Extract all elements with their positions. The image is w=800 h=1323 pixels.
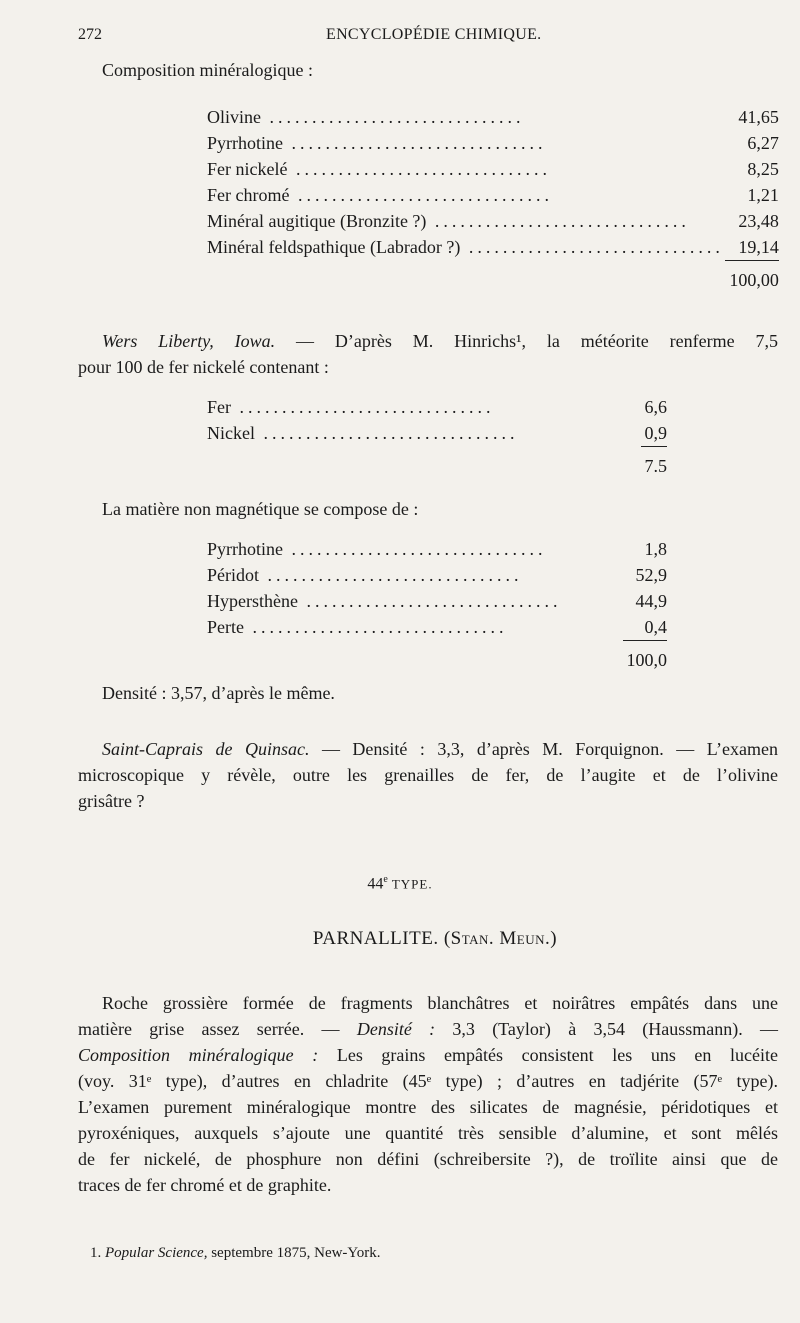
table-total-row <box>207 640 667 679</box>
parnallite-paragraph <box>78 990 778 1198</box>
composition-label: Composition minéralogique : <box>78 1045 319 1065</box>
leader-dots: .............................. <box>261 107 525 127</box>
nonmagnetic-table <box>207 536 667 679</box>
table-row <box>207 182 779 208</box>
table-row <box>207 104 779 130</box>
nonmagnetic-heading: La matière non magnétique se compose de : <box>102 499 419 519</box>
type-number-suffix: e <box>383 874 388 885</box>
row-value: 6,6 <box>644 397 667 417</box>
text-line: microscopique y révèle, outre les grenailles de fer, de l’augite et de l’olivine <box>78 765 778 785</box>
leader-dots: .............................. <box>283 539 547 559</box>
row-value: 0,9 <box>644 423 667 443</box>
table-total-row <box>207 260 779 299</box>
row-value: 0,4 <box>644 617 667 637</box>
text-run: matière grise assez serrée. — <box>78 1019 340 1039</box>
table-row <box>207 536 667 562</box>
footnote-source: Popular Science, <box>105 1245 208 1261</box>
text-line: pour 100 de fer nickelé contenant : <box>78 357 329 377</box>
footnote-marker: 1. <box>90 1245 102 1261</box>
leader-dots: .............................. <box>283 133 547 153</box>
row-label: Pyrrhotine <box>207 539 283 559</box>
iron-table <box>207 394 667 485</box>
type-word: TYPE. <box>391 876 433 892</box>
mineral-author: (Stan. Meun.) <box>443 928 558 949</box>
text-run: — D’après M. Hinrichs¹, la météorite renferme 7,5 <box>296 331 778 351</box>
text-line <box>78 328 778 354</box>
row-label: Fer nickelé <box>207 159 288 179</box>
text-run: — Densité : 3,3, d’après M. Forquignon. — L’examen <box>321 739 779 759</box>
text-line: (voy. 31ᵉ type), d’autres en chladrite (45ᵉ type) ; d’autres en tadjérite (57ᵉ type). <box>78 1071 778 1091</box>
leader-dots: .............................. <box>259 565 523 585</box>
leader-dots: .............................. <box>254 423 519 443</box>
table-row <box>207 394 667 420</box>
table-total: 7.5 <box>641 446 668 485</box>
text-run: 3,3 (Taylor) à 3,54 (Haussmann). — <box>452 1019 779 1039</box>
text-line <box>78 1042 778 1068</box>
row-value: 52,9 <box>635 565 667 585</box>
table-row <box>207 156 779 182</box>
table-row <box>207 562 667 588</box>
leader-dots: .............................. <box>460 237 724 257</box>
table-total: 100,00 <box>725 260 779 299</box>
place-name: Wers Liberty, Iowa. <box>102 331 276 351</box>
leader-dots: .............................. <box>297 591 562 611</box>
running-head <box>78 26 778 50</box>
text-line: grisâtre ? <box>78 791 145 811</box>
saint-caprais-paragraph <box>78 736 778 814</box>
table-row <box>207 614 667 640</box>
row-value: 1,21 <box>747 185 779 205</box>
row-value: 41,65 <box>738 107 779 127</box>
leader-dots: .............................. <box>287 159 551 179</box>
text-line <box>78 736 778 762</box>
row-label: Pyrrhotine <box>207 133 283 153</box>
text-line: de fer nickelé, de phosphure non défini (schreibersite ?), de troïlite ainsi que de <box>78 1149 778 1169</box>
row-label: Olivine <box>207 107 261 127</box>
mineral-name: PARNALLITE. <box>312 928 439 949</box>
row-label: Péridot <box>207 565 259 585</box>
text-line: pyroxéniques, auxquels s’ajoute une quantité très sensible d’alumine, et sont mêlés <box>78 1123 778 1143</box>
text-line: Roche grossière formée de fragments blanchâtres et noirâtres empâtés dans une <box>102 993 778 1013</box>
wers-liberty-paragraph <box>78 328 778 380</box>
row-value: 1,8 <box>644 539 667 559</box>
composition-heading: Composition minéralogique : <box>102 60 313 80</box>
footnote <box>90 1245 381 1262</box>
journal-title: ENCYCLOPÉDIE CHIMIQUE. <box>326 26 542 43</box>
leader-dots: .............................. <box>289 185 553 205</box>
table-row <box>207 234 779 260</box>
text-line: traces de fer chromé et de graphite. <box>78 1175 332 1195</box>
leader-dots: .............................. <box>426 211 690 231</box>
row-label: Minéral feldspathique (Labrador ?) <box>207 237 461 257</box>
density-label: Densité : <box>356 1019 436 1039</box>
table-row <box>207 208 779 234</box>
text-line <box>78 1016 778 1042</box>
density-line: Densité : 3,57, d’après le même. <box>102 683 335 703</box>
leader-dots: .............................. <box>243 617 508 637</box>
table-total: 100,0 <box>623 640 668 679</box>
row-value: 44,9 <box>635 591 667 611</box>
composition-table <box>207 104 779 299</box>
row-label: Fer <box>207 397 231 417</box>
text-run: Les grains empâtés consistent les uns en lucéite <box>336 1045 778 1065</box>
row-label: Minéral augitique (Bronzite ?) <box>207 211 427 231</box>
table-total-row <box>207 446 667 485</box>
row-value: 23,48 <box>738 211 779 231</box>
row-label: Fer chromé <box>207 185 290 205</box>
footnote-text: septembre 1875, New-York. <box>211 1245 381 1261</box>
table-row <box>207 588 667 614</box>
table-row <box>207 420 667 446</box>
page-number: 272 <box>78 26 102 43</box>
row-label: Hypersthène <box>207 591 298 611</box>
row-value: 6,27 <box>747 133 779 153</box>
place-name: Saint-Caprais de Quinsac. <box>102 739 310 759</box>
row-value: 8,25 <box>747 159 779 179</box>
row-label: Perte <box>207 617 244 637</box>
table-row <box>207 130 779 156</box>
row-label: Nickel <box>207 423 255 443</box>
row-value: 19,14 <box>738 237 779 257</box>
text-line: L’examen purement minéralogique montre des silicates de magnésie, péridotiques et <box>78 1097 778 1117</box>
section-title <box>0 928 800 950</box>
type-heading <box>0 874 800 893</box>
leader-dots: .............................. <box>231 397 495 417</box>
type-number: 44 <box>367 875 384 893</box>
